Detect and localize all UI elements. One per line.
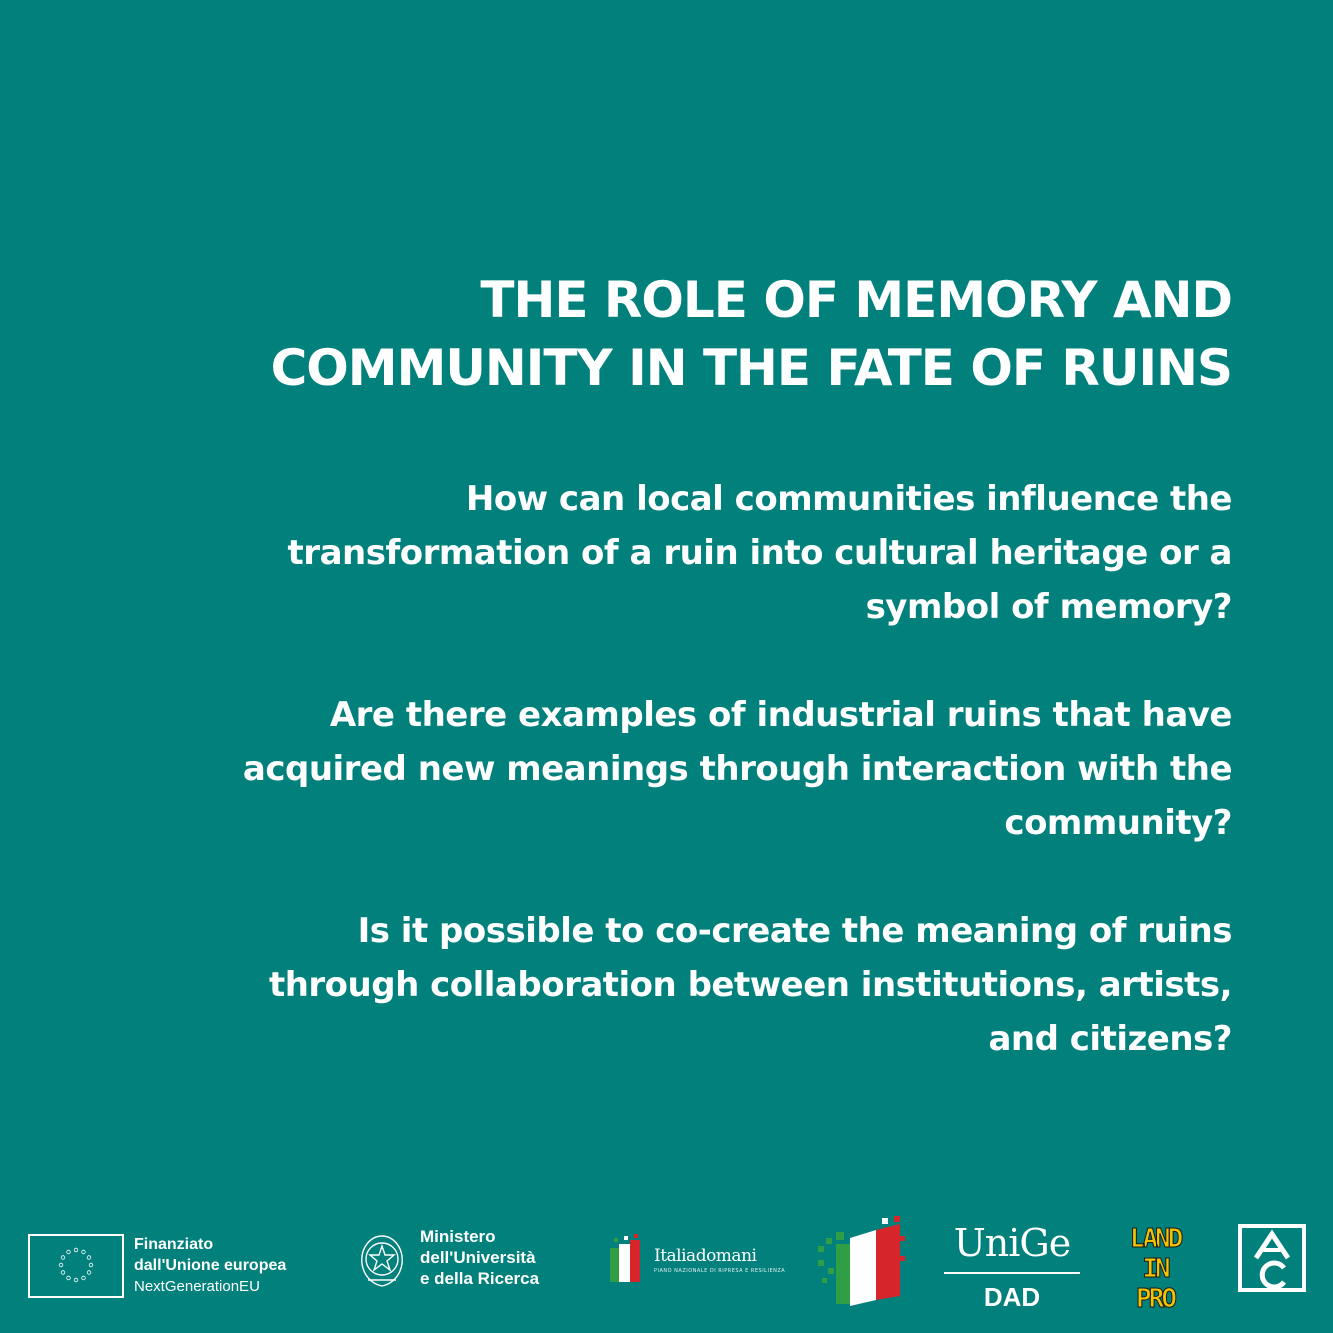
ministry-text-line-3: e della Ricerca (420, 1269, 540, 1288)
italiadomani-mark-icon (608, 1234, 648, 1284)
land-in-pro-line-1: LAND (1129, 1224, 1181, 1254)
main-content (150, 266, 1232, 1066)
eu-flag-icon (28, 1234, 124, 1298)
ministry-text-line-1: Ministero (420, 1227, 496, 1246)
land-in-pro-line-3: PRO (1136, 1284, 1174, 1314)
unige-logo (944, 1220, 1080, 1314)
question-2-line-1: Are there examples of industrial ruins that have (329, 695, 1232, 735)
question-2-line-3: community? (1004, 803, 1232, 843)
unige-department: DAD (983, 1282, 1041, 1312)
question-1 (150, 472, 1232, 634)
question-3-line-1: Is it possible to co-create the meaning of ruins (357, 911, 1232, 951)
question-1-line-3: symbol of memory? (865, 587, 1232, 627)
eu-text-line-1: Finanziato (134, 1236, 214, 1253)
land-in-pro-line-2: IN (1142, 1254, 1168, 1284)
unige-divider (944, 1272, 1080, 1274)
italiadomani-name: Italiadomani (654, 1246, 757, 1266)
pixel-flag-icon (816, 1216, 906, 1308)
question-3-line-3: and citizens? (988, 1019, 1232, 1059)
land-in-pro-logo (1118, 1224, 1192, 1314)
title-line-1: THE ROLE OF MEMORY AND (480, 271, 1232, 329)
ac-logo-icon (1238, 1224, 1306, 1292)
title-line-2: COMMUNITY IN THE FATE OF RUINS (270, 339, 1232, 397)
italiadomani-subtitle: PIANO NAZIONALE DI RIPRESA E RESILIENZA (654, 1268, 786, 1274)
ministry-text-line-2: dell'Università (420, 1248, 536, 1267)
question-2-line-2: acquired new meanings through interaction with the (242, 749, 1232, 789)
eu-text-line-2: dall'Unione europea (134, 1257, 287, 1274)
question-2 (150, 688, 1232, 850)
question-3-line-2: through collaboration between institutions, artists, (268, 965, 1232, 1005)
eu-text-line-3: NextGenerationEU (134, 1278, 260, 1295)
footer-logos (0, 1210, 1333, 1320)
unige-name: UniGe (953, 1221, 1071, 1265)
page-title (150, 266, 1232, 402)
question-1-line-2: transformation of a ruin into cultural heritage or a (287, 533, 1232, 573)
question-3 (150, 904, 1232, 1066)
question-1-line-1: How can local communities influence the (465, 479, 1232, 519)
republic-emblem-icon (354, 1230, 410, 1290)
